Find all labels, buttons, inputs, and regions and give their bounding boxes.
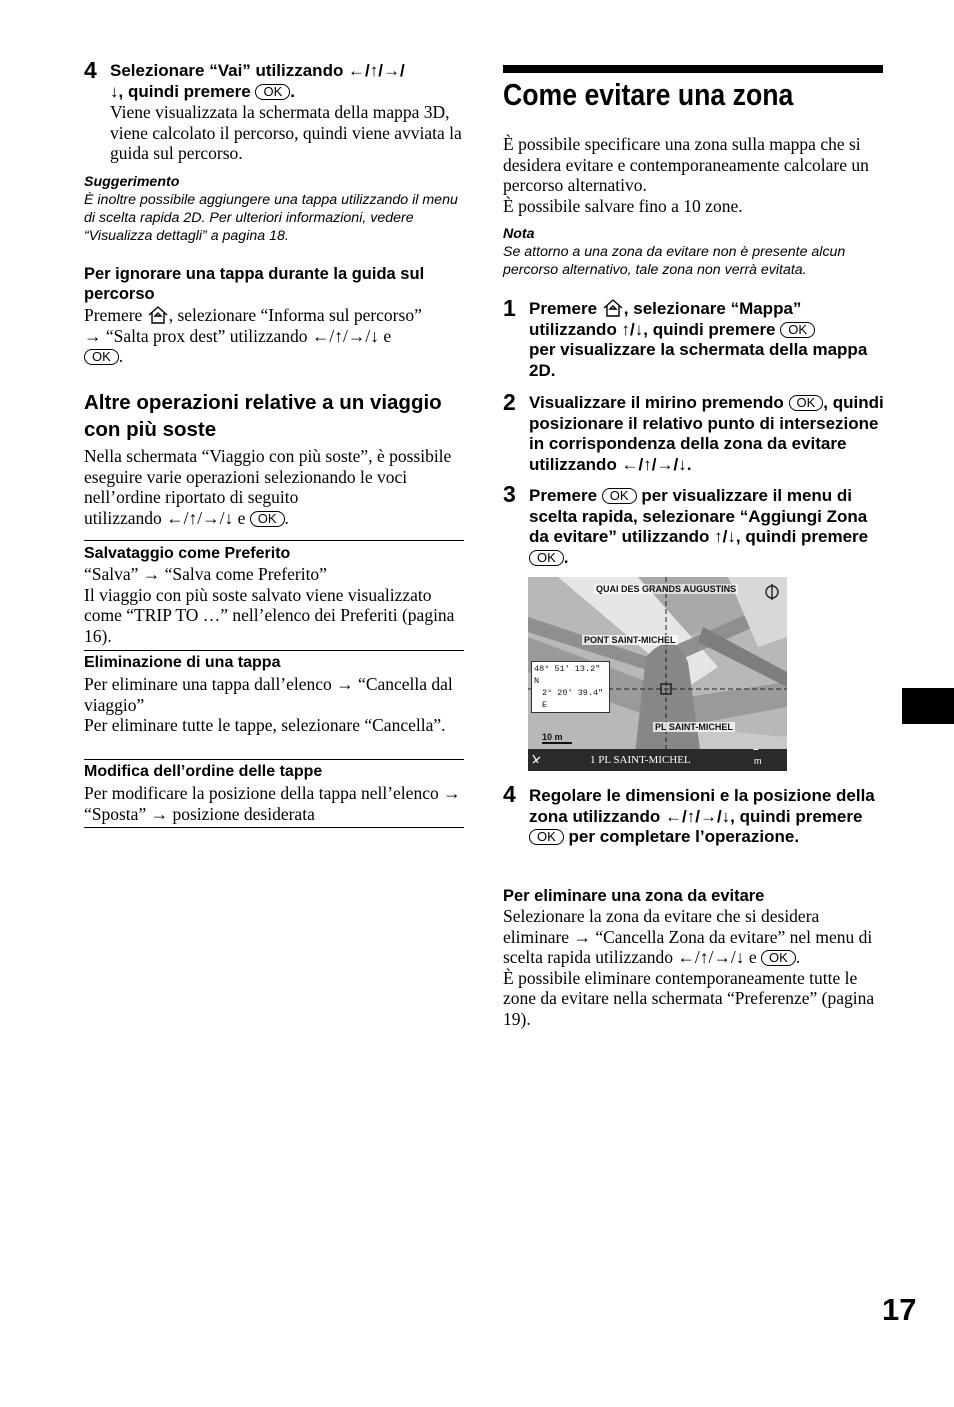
table-divider <box>84 540 464 541</box>
ok-button-symbol: OK <box>255 84 290 100</box>
distance-value: – <box>753 744 759 755</box>
status-address: 1 PL SAINT-MICHEL <box>590 754 691 766</box>
text: per visualizzare il menu di scelta rapida, selezionare “Aggiungi Zona da evitare” utilizzando ↑/↓, quindi premere <box>529 486 869 546</box>
text: utilizzando ←/↑/→/↓ e <box>84 507 246 528</box>
table-row-body: Per eliminare una tappa dall’elenco → “Cancella dal viaggio” Per eliminare tutte le tappe, selezionare “Cancella”. <box>84 674 453 735</box>
paragraph-text: È possibile eliminare contemporaneamente tutte le zone da evitare nella schermata “Preferenze” (pagina 19). <box>503 967 875 1029</box>
table-row-title: Eliminazione di una tappa <box>84 654 281 671</box>
table-row-body: “Salva” → “Salva come Preferito” Il viaggio con più soste salvato viene visualizzato come “TRIP TO …” nell’elenco dei Preferiti (pagina 16). <box>84 564 455 646</box>
step-instruction <box>110 61 470 102</box>
text: Selezionare la zona da evitare che si desidera eliminare → “Cancella Zona da evitare” nel menu di scelta rapida utilizzando ←/↑/→/↓ e <box>503 906 873 967</box>
paragraph-text: Nella schermata “Viaggio con più soste”, è possibile eseguire varie operazioni selezionando le voci nell’ordine riportato di seguito <box>84 446 452 507</box>
page-number: 17 <box>882 1292 917 1327</box>
tip-title: Suggerimento <box>84 174 180 190</box>
table-divider <box>84 759 464 760</box>
step-line: ↓, quindi premere OK . <box>110 81 296 101</box>
step-line: per visualizzare la schermata della mappa 2D. <box>529 340 868 380</box>
text: Visualizzare il mirino premendo <box>529 393 784 412</box>
step-instruction: Visualizzare il mirino premendo OK , quindi posizionare il relativo punto di intersezione in corrispondenza della zona da evitare utilizzando ←/↑/→/↓. <box>529 393 884 474</box>
step-description: Viene visualizzata la schermata della mappa 3D, viene calcolato il percorso, quindi viene avviata la guida sul percorso. <box>110 102 462 163</box>
paragraph <box>84 305 469 367</box>
paragraph-line: OK . <box>84 346 469 367</box>
title-bar <box>503 65 883 73</box>
home-icon <box>147 306 169 324</box>
note-title: Nota <box>503 226 535 242</box>
home-icon <box>602 299 624 317</box>
step-instruction <box>529 299 884 381</box>
text: Regolare le dimensioni e la posizione della zona utilizzando ←/↑/→/↓, quindi premere <box>529 786 875 826</box>
page-title: Come evitare una zona <box>503 77 794 112</box>
paragraph-line <box>84 305 469 326</box>
step-number: 1 <box>503 295 516 321</box>
ok-button-symbol: OK <box>84 349 119 365</box>
text: per completare l’operazione. <box>568 827 800 846</box>
subheading: Per eliminare una zona da evitare <box>503 887 765 905</box>
text: utilizzando ↑/↓, quindi premere <box>529 319 776 339</box>
tip-box <box>84 173 466 245</box>
intro-paragraph: È possibile specificare una zona sulla mappa che si desidera evitare e contemporaneamente calcolare un percorso alternativo. È possibile salvare fino a 10 zone. <box>503 134 869 216</box>
paragraph: Selezionare la zona da evitare che si desidera eliminare → “Cancella Zona da evitare” nel menu di scelta rapida utilizzando ←/↑/→/↓ e OK . È possibile eliminare contemporaneamente tutte le zone da evitare nella schermata “Preferenze” (pagina 19). <box>503 906 888 1029</box>
text: , selezionare “Informa sul percorso” <box>168 305 422 325</box>
map-road-label: QUAI DES GRANDS AUGUSTINS <box>596 584 737 594</box>
text: quindi posizionare il relativo punto di intersezione in corrispondenza della zona da evitare utilizzando ←/↑/→/↓. <box>529 393 884 474</box>
ok-button-symbol: OK <box>529 829 564 845</box>
paragraph <box>84 446 469 528</box>
section-tab <box>902 688 954 724</box>
map-road-label: PL SAINT-MICHEL <box>655 722 733 732</box>
text: Premere <box>529 299 598 318</box>
latitude: 48° 51' 13.2" N <box>534 664 601 686</box>
text: → “Salta prox dest” utilizzando ←/↑/→/↓ e <box>84 325 392 346</box>
paragraph-line <box>84 326 469 347</box>
ok-button-symbol: OK <box>789 395 824 411</box>
map-screenshot <box>528 577 787 771</box>
longitude: 2° 20' 39.4" E <box>542 688 604 710</box>
step-line-text: ↓, quindi premere <box>110 81 251 101</box>
paragraph-line: utilizzando ←/↑/→/↓ e OK . <box>84 507 289 528</box>
subheading: Per ignorare una tappa durante la guida sul percorso <box>84 265 425 303</box>
step-line <box>529 320 884 341</box>
scale-label: 10 m <box>542 732 563 742</box>
step-number: 4 <box>503 781 516 807</box>
ok-button-symbol: OK <box>602 488 637 504</box>
tip-body: È inoltre possibile aggiungere una tappa utilizzando il menu di scelta rapida 2D. Per ulteriori informazioni, vedere “Visualizza dettagli” a pagina 18. <box>84 192 458 244</box>
section-heading: Altre operazioni relative a un viaggio con più soste <box>84 391 442 441</box>
table-row-title: Salvataggio come Preferito <box>84 545 291 562</box>
step-number: 2 <box>503 389 516 415</box>
step-instruction: Premere OK per visualizzare il menu di scelta rapida, selezionare “Aggiungi Zona da evitare” utilizzando ↑/↓, quindi premere OK . <box>529 486 869 567</box>
note-box <box>503 225 888 279</box>
map-road-label: PONT SAINT-MICHEL <box>584 635 676 645</box>
ok-button-symbol: OK <box>529 550 564 566</box>
step-number: 3 <box>503 481 516 507</box>
table-divider <box>84 827 464 828</box>
ok-button-symbol: OK <box>250 511 285 527</box>
distance-unit: m <box>754 756 762 766</box>
text: Premere <box>84 305 143 325</box>
step-line: Selezionare “Vai” utilizzando ←/↑/→/ <box>110 61 405 80</box>
step-instruction <box>529 786 884 848</box>
step-number: 4 <box>84 57 97 83</box>
text: , selezionare “Mappa” <box>623 299 802 318</box>
ok-button-symbol: OK <box>761 950 796 966</box>
note-body: Se attorno a una zona da evitare non è presente alcun percorso alternativo, tale zona non verrà evitata. <box>503 244 846 278</box>
text: Premere <box>529 486 598 505</box>
coordinates-box <box>531 661 610 713</box>
table-divider <box>84 650 464 651</box>
ok-button-symbol: OK <box>780 322 815 338</box>
table-row-body: Per modificare la posizione della tappa nell’elenco → “Sposta” → posizione desiderata <box>84 783 461 824</box>
step-line <box>529 299 884 320</box>
table-row-title: Modifica dell’ordine delle tappe <box>84 763 323 780</box>
